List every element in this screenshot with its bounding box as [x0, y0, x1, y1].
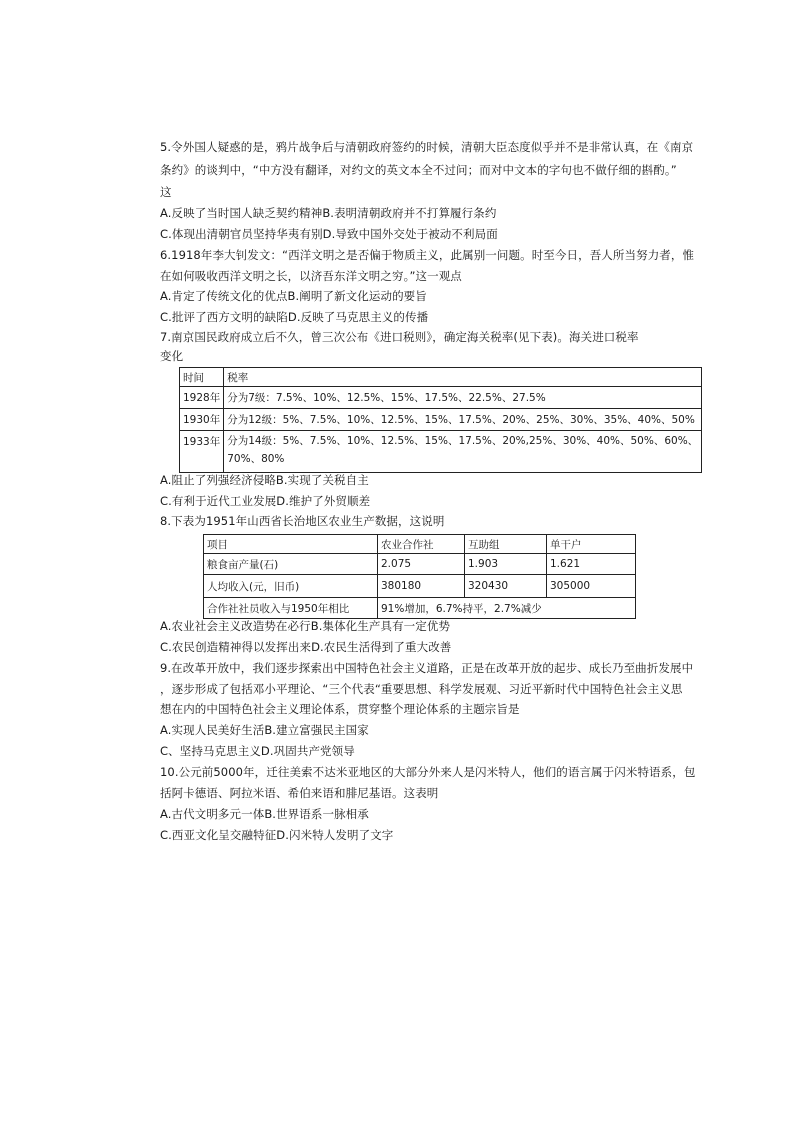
table-cell: 320430	[465, 575, 547, 598]
table-cell: 人均收入(元，旧币)	[204, 575, 378, 598]
table-row	[180, 387, 702, 409]
table-cell-year: 1928年	[180, 387, 224, 409]
table-cell-year: 1933年	[180, 431, 224, 473]
q9-options-ab: A.实现人民美好生活B.建立富强民主国家	[160, 723, 369, 737]
table-cell: 2.075	[378, 554, 465, 575]
table-header-cell: 时间	[180, 368, 224, 387]
q9-stem-line3: 想在内的中国特色社会主义理论体系，贯穿整个理论体系的主题宗旨是	[160, 702, 520, 716]
table-cell-merged: 91%增加，6.7%持平，2.7%减少	[378, 598, 636, 619]
q9-stem-line2: ，逐步形成了包括邓小平理论、“三个代表“重要思想、科学发展观、习近平新时代中国特色社会主义思	[160, 682, 683, 696]
table-cell: 380180	[378, 575, 465, 598]
q6-stem-line1: 6.1918年李大钊发文：“西洋文明之是否偏于物质主义，此属别一问题。时至今日，吾人所当努力者，惟	[160, 248, 695, 262]
table-row	[204, 554, 636, 575]
table-cell: 粮食亩产量(石)	[204, 554, 378, 575]
table-header-cell: 税率	[224, 368, 702, 387]
table-row	[180, 431, 702, 473]
table-row	[204, 575, 636, 598]
q6-options-cd: C.批评了西方文明的缺陷D.反映了马克思主义的传播	[160, 310, 429, 324]
table-header-cell: 农业合作社	[378, 535, 465, 554]
table-cell-rate: 分为7级：7.5%、10%、12.5%、15%、17.5%、22.5%、27.5%	[224, 387, 702, 409]
table-cell: 305000	[547, 575, 636, 598]
agri-production-table	[203, 534, 636, 619]
q6-stem-line2: 在如何吸收西洋文明之长，以济吾东洋文明之穷。”这一观点	[160, 269, 462, 283]
table-header-row	[204, 535, 636, 554]
table-row	[180, 409, 702, 431]
table-header-cell: 互助组	[465, 535, 547, 554]
q10-options-cd: C.西亚文化呈交融特征D.闪米特人发明了文字	[160, 828, 394, 842]
q8-stem-line1: 8.下表为1951年山西省长治地区农业生产数据，这说明	[160, 514, 445, 528]
q5-stem-line1: 5.令外国人疑惑的是，鸦片战争后与清朝政府签约的时候，清朝大臣态度似乎并不是非常认真，在《南京	[160, 140, 694, 154]
table-cell-rate-line2: 70%、80%	[227, 453, 285, 465]
q5-options-cd: C.体现出清朝官员坚持华夷有别D.导致中国外交处于被动不利局面	[160, 227, 498, 241]
q7-options-cd: C.有利于近代工业发展D.维护了外贸顺差	[160, 494, 371, 508]
table-header-cell: 项目	[204, 535, 378, 554]
table-cell: 1.903	[465, 554, 547, 575]
table-cell-year: 1930年	[180, 409, 224, 431]
q7-stem-line1: 7.南京国民政府成立后不久，曾三次公布《进口税则》，确定海关税率(见下表)。海关进口税率	[160, 330, 639, 344]
q8-options-cd: C.农民创造精神得以发挥出来D.农民生活得到了重大改善	[160, 640, 452, 654]
q9-stem-line1: 9.在改革开放中，我们逐步探索出中国特色社会主义道路，正是在改革开放的起步、成长乃至曲折发展中	[160, 661, 694, 675]
q5-stem-line3: 这	[160, 185, 172, 199]
q6-options-ab: A.肯定了传统文化的优点B.阐明了新文化运动的要旨	[160, 289, 427, 303]
q5-stem-line2: 条约》的谈判中，“中方没有翻译，对约文的英文本全不过问；而对中文本的字句也不做仔细的斟酌。”	[160, 163, 677, 177]
table-cell-rate: 分为12级：5%、7.5%、10%、12.5%、15%、17.5%、20%、25%、30%、35%、40%、50%	[224, 409, 702, 431]
table-cell: 1.621	[547, 554, 636, 575]
q9-options-cd: C、坚持马克思主义D.巩固共产党领导	[160, 744, 355, 758]
q10-stem-line1: 10.公元前5000年，迁往美索不达米亚地区的大部分外来人是闪米特人，他们的语言属于闪米特语系，包	[160, 765, 696, 779]
q10-stem-line2: 括阿卡德语、阿拉米语、希伯来语和腓尼基语。这表明	[160, 786, 439, 800]
table-cell-rate	[224, 431, 702, 473]
q7-options-ab: A.阻止了列强经济侵略B.实现了关税自主	[160, 473, 369, 487]
table-row	[204, 598, 636, 619]
q5-options-ab: A.反映了当时国人缺乏契约精神B.表明清朝政府并不打算履行条约	[160, 206, 497, 220]
table-cell-rate-line1: 分为14级：5%、7.5%、10%、12.5%、15%、17.5%、20%,25%、30%、40%、50%、60%、	[227, 435, 699, 447]
tariff-rate-table	[179, 367, 702, 473]
table-header-cell: 单干户	[547, 535, 636, 554]
table-cell: 合作社社员收入与1950年相比	[204, 598, 378, 619]
q8-options-ab: A.农业社会主义改造势在必行B.集体化生产具有一定优势	[160, 619, 451, 633]
q10-options-ab: A.古代文明多元一体B.世界语系一脉相承	[160, 807, 369, 821]
table-header-row	[180, 368, 702, 387]
q7-stem-line2: 变化	[160, 349, 184, 363]
